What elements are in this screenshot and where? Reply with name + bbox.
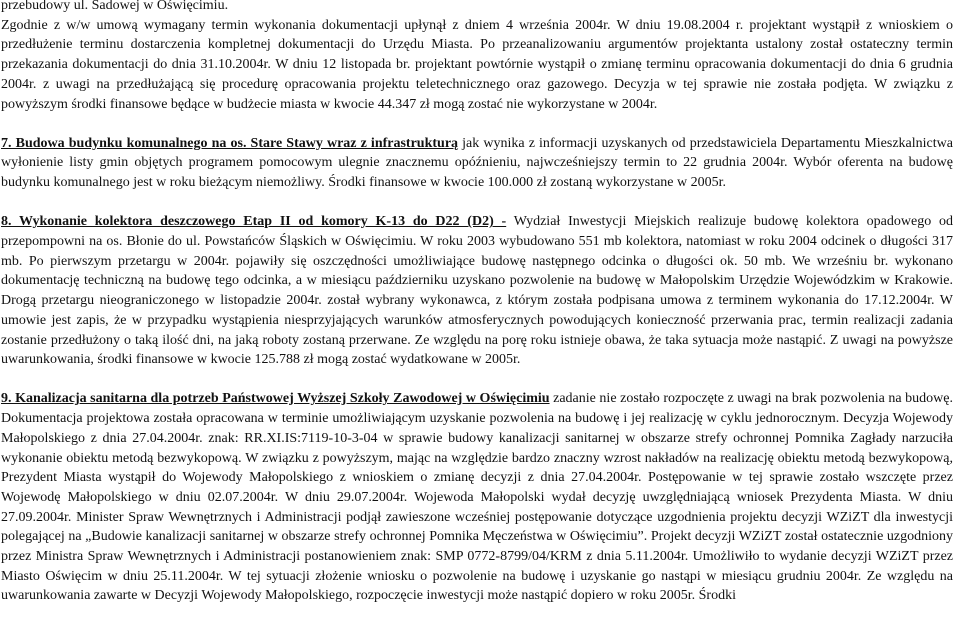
section-7-heading: 7. Budowa budynku komunalnego na os. Stare Stawy wraz z infrastrukturą xyxy=(1,135,459,151)
paragraph-intro-line: przebudowy ul. Sadowej w Oświęcimiu. xyxy=(1,0,229,13)
section-8-body: Wydział Inwestycji Miejskich realizuje budowę kolektora opadowego od przepompowni na os. Błonie do ul. Powstańców Śląskich w Oświęcimiu. W roku 2003 wybudowano 551 mb kolektora, natomiast w roku 2004 odcinek o długości 317 mb. Po pierwszym przetargu w 2004r. pojawiły się oszczędności umożliwiające budowę następnego odcinka o długości ok. 50 mb. We wrześniu br. wykonano dokumentację techniczną na budowę tego odcinka, a w miesiącu październiku uzyskano pozwolenie na budowę w Małopolskim Urzędzie Wojewódzkim w Krakowie. Drogą przetargu nieograniczonego w listopadzie 2004r. został wybrany wykonawca, z którym została podpisana umowa z terminem wykonania do 17.12.2004r. W umowie jest zapis, że w przypadku wystąpienia niesprzyjających warunków atmosferycznych powodujących konieczność przerwania prac, termin realizacji zadania zostanie przedłużony o taką ilość dni, na jaką roboty zostaną przerwane. Ze względu na porę roku istnieje obawa, że taka sytuacja może nastąpić. Z uwagi na powyższe uwarunkowania, środki finansowe w kwocie 125.788 zł mogą zostać wydatkowane w 2005r. xyxy=(1,214,953,368)
paragraph-gap xyxy=(1,370,953,390)
paragraph-gap xyxy=(1,193,953,213)
paragraph-documentation-deadline: Zgodnie z w/w umową wymagany termin wykonania dokumentacji upłynął z dniem 4 września 2004r. W dniu 19.08.2004 r. projektant wystąpił z wnioskiem o przedłużenie terminu dostarczenia kompletnej dokumentacji do Urzędu Miasta. Po przeanalizowaniu argumentów projektanta ustalony został ostateczny termin przekazania dokumentacji do dnia 31.10.2004r. W dniu 12 listopada br. projektant powtórnie wystąpił o zmianę terminu opracowania dokumentacji do dnia 6 grudnia 2004r. z uwagi na przedłużającą się procedurę opracowania projektu teletechnicznego oraz gazowego. Decyzja w tej sprawie nie została podjęta. W związku z powyższym środki finansowe będące w budżecie miasta w kwocie 44.347 zł mogą zostać nie wykorzystane w 2004r. xyxy=(1,17,953,112)
section-8-heading: 8. Wykonanie kolektora deszczowego Etap II od komory K-13 do D22 (D2) - xyxy=(1,214,507,230)
section-9 xyxy=(1,389,953,606)
document-page xyxy=(1,0,953,606)
section-9-body: zadanie nie zostało rozpoczęte z uwagi na brak pozwolenia na budowę. Dokumentacja projektowa została opracowana w terminie umożliwiającym uzyskanie pozwolenia na budowę i jej realizację w cyklu jednorocznym. Decyzja Wojewody Małopolskiego z dnia 27.04.2004r. znak: RR.XI.IS:7119-10-3-04 w sprawie budowy kanalizacji sanitarnej w obszarze strefy ochronnej Pomnika Zagłady narzuciła wykonanie obiektu metodą bezwykopową. W związku z powyższym, mając na względzie bardzo znaczny wzrost nakładów na realizację obiektu metodą bezwykopową, Prezydent Miasta wystąpił do Wojewody Małopolskiego z wnioskiem o zmianę decyzji z dnia 27.04.2004r. Postępowanie w tej sprawie zostało wszczęte przez Wojewodę Małopolskiego w dniu 02.07.2004r. W dniu 29.07.2004r. Wojewoda Małopolski wydał decyzję uwzględniającą wniosek Prezydenta Miasta. W dniu 27.09.2004r. Minister Spraw Wewnętrznych i Administracji podjął zawieszone wcześniej postępowanie dotyczące uzgodnienia projektu decyzji WZiZT dla inwestycji polegającej na „Budowie kanalizacji sanitarnej w obszarze strefy ochronnej Pomnika Męczeństwa w Oświęcimiu”. Projekt decyzji WZiZT został ostatecznie uzgodniony przez Ministra Spraw Wewnętrznych i Administracji postanowieniem znak: SMP 0772-8799/04/KRM z dnia 5.11.2004r. Umożliwiło to wydanie decyzji WZiZT przez Miasto Oświęcim w dniu 25.11.2004r. W tej sytuacji złożenie wniosku o pozwolenie na budowę i uzyskanie go nastąpi w miesiącu grudniu 2004r. Ze względu na uwarunkowania zawarte w Decyzji Wojewody Małopolskiego, rozpoczęcie inwestycji może nastąpić dopiero w roku 2005r. Środki xyxy=(1,391,953,604)
section-7-body: jak wynika z informacji uzyskanych od przedstawiciela Departamentu Mieszkalnictwa wyłonienie listy gmin objętych programem pomocowym ulegnie znacznemu opóźnieniu, najwcześniejszy termin to 22 grudnia 2004r. Wybór oferenta na budowę budynku komunalnego jest w roku bieżącym niemożliwy. Środki finansowe w kwocie 100.000 zł zostaną wykorzystane w 2005r. xyxy=(1,135,953,191)
section-9-heading: 9. Kanalizacja sanitarna dla potrzeb Państwowej Wyższej Szkoły Zawodowej w Oświęcimiu xyxy=(1,391,550,407)
paragraph-gap xyxy=(1,114,953,134)
section-7 xyxy=(1,134,953,193)
section-8 xyxy=(1,212,953,370)
